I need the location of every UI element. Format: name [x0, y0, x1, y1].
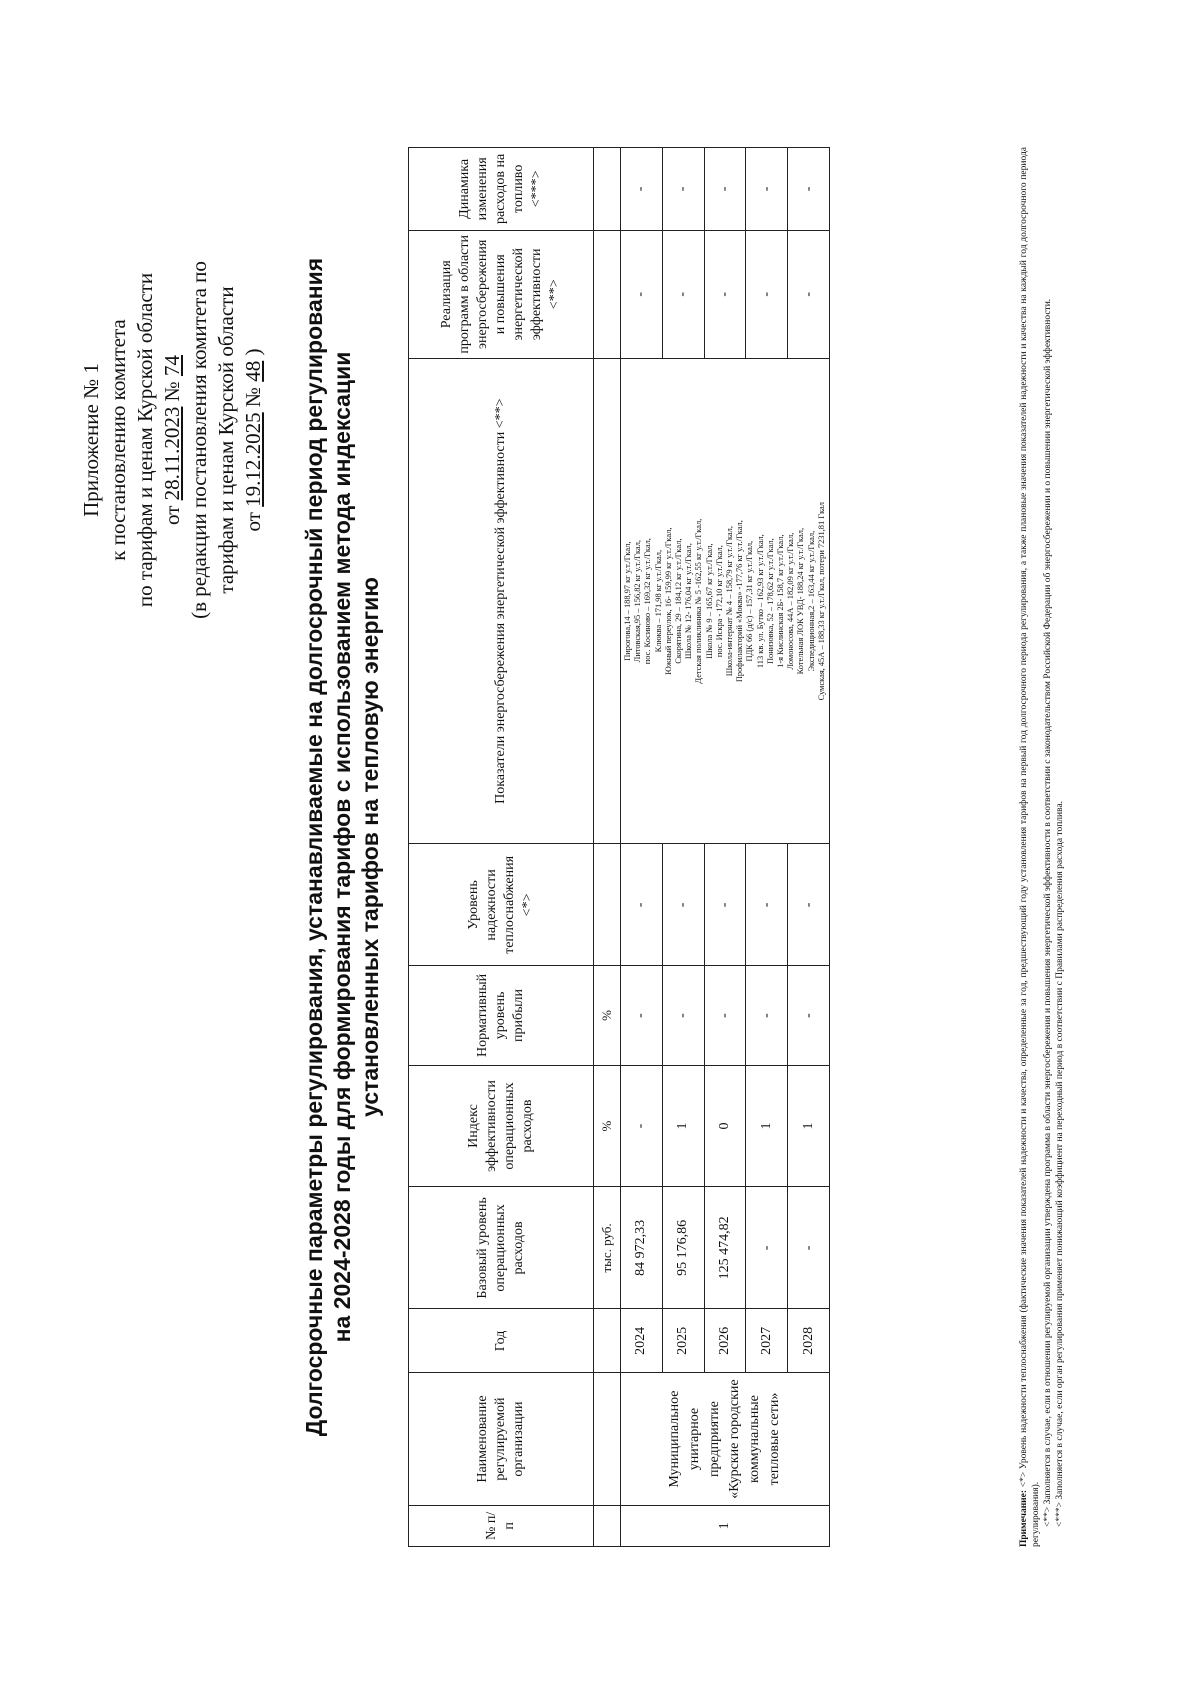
profit-cell: -: [704, 966, 746, 1065]
footnote-label: Примечание:: [1019, 1489, 1029, 1547]
units-profit: %: [594, 966, 621, 1065]
base-cell: -: [788, 1187, 830, 1309]
index-cell: 1: [788, 1065, 830, 1187]
units-cell-programs: [594, 230, 621, 358]
year-cell: 2027: [746, 1309, 788, 1373]
parameters-table: [408, 147, 830, 1547]
table-row: [788, 148, 830, 1547]
base-cell: -: [746, 1187, 788, 1309]
base-cell: 125 474,82: [704, 1187, 746, 1309]
appendix-date: 28.11.2023: [160, 406, 184, 501]
title-line-2: на 2024-2028 годы для формирования тарифов с использованием метода индексации: [329, 351, 355, 1343]
indicator-item: Литовская,95 – 156,82 кг у.т./Гкал,: [633, 540, 643, 663]
year-cell: 2024: [621, 1309, 663, 1373]
header-organization: Наименование регулируемой организации: [409, 1373, 594, 1505]
appendix-header: [78, 130, 267, 750]
revision-number-prefix: №: [241, 381, 265, 413]
programs-cell: -: [746, 230, 788, 358]
footnote-3: <***> Заполняется в случае, если орган регулирования применяет понижающий коэффициент на переходный период в соответствии с Правилами распределения расхода топлива.: [1055, 800, 1065, 1527]
appendix-line-1: Приложение № 1: [79, 363, 103, 517]
year-cell: 2026: [704, 1309, 746, 1373]
units-row: [594, 148, 621, 1547]
appendix-number-prefix: №: [160, 376, 184, 407]
indicator-item: Сумская, 45А – 188,33 кг у.т./Гкал, потери 7231,81 Гкал: [816, 502, 826, 701]
reliability-cell: -: [621, 844, 663, 966]
profit-cell: -: [788, 966, 830, 1065]
fuel-cell: -: [662, 148, 704, 231]
units-base: тыс. руб.: [594, 1187, 621, 1309]
appendix-date-prefix: от: [160, 500, 184, 525]
programs-cell: -: [704, 230, 746, 358]
indicator-item: Пирогова,14 – 188,97 кг у.т./Гкал,: [623, 541, 632, 661]
index-cell: 0: [704, 1065, 746, 1187]
base-cell: 95 176,86: [662, 1187, 704, 1309]
fuel-cell: -: [746, 148, 788, 231]
programs-cell: -: [788, 230, 830, 358]
fuel-cell: -: [621, 148, 663, 231]
indicator-item: 1-я Кислинская 2Б- 158,7 кг у.т./Гкал,: [776, 534, 786, 668]
appendix-line-3: по тарифам и ценам Курской области: [133, 272, 157, 608]
index-cell: 1: [746, 1065, 788, 1187]
units-cell-reliability: [594, 844, 621, 966]
indicator-item: 113 кв. ул. Бутко – 162,93 кг у.т./Гкал,: [755, 534, 765, 669]
title-line-1: Долгосрочные параметры регулирования, устанавливаемые на долгосрочный период регулирования: [301, 257, 327, 1437]
base-cell: 84 972,33: [621, 1187, 663, 1309]
table-row: [662, 148, 704, 1547]
units-cell-year: [594, 1309, 621, 1373]
document-title: [300, 167, 384, 1527]
reliability-cell: -: [746, 844, 788, 966]
indicator-item: Профилакторий «Моква» -177,76 кг у.т./Гкал,: [735, 520, 745, 683]
profit-cell: -: [662, 966, 704, 1065]
profit-cell: -: [746, 966, 788, 1065]
table-header-row: [409, 148, 594, 1547]
indicator-item: пос. Косиново – 169,32 кг у.т./Гкал,: [643, 538, 653, 665]
profit-cell: -: [621, 966, 663, 1065]
indicator-item: Школа-интернат № 4 – 158,79 кг у.т./Гкал,: [725, 526, 735, 677]
appendix-line-2: к постановлению комитета: [106, 319, 130, 561]
index-cell: -: [621, 1065, 663, 1187]
revision-suffix: ): [241, 348, 265, 361]
header-year: Год: [409, 1309, 594, 1373]
indicator-item: пос. Искра - 172,10 кг у.т./Гкал,: [714, 545, 724, 658]
header-fuel: Динамика изменения расходов на топливо <***>: [409, 148, 594, 231]
header-programs: Реализация программ в области энергосбережения и повышения энергетической эффективности <**>: [409, 230, 594, 358]
indicator-item: Южный переулок, 16- 159,99 кг у.т./Гкал,: [663, 527, 673, 675]
appendix-number: 74: [160, 355, 184, 377]
header-reliability: Уровень надежности теплоснабжения <*>: [409, 844, 594, 966]
table-row: [746, 148, 788, 1547]
programs-cell: -: [662, 230, 704, 358]
indicator-item: Экспедиционная,2 – 163,44 кг у.т./Гкал,: [806, 530, 816, 672]
year-cell: 2025: [662, 1309, 704, 1373]
units-cell-num: [594, 1505, 621, 1546]
indicator-item: Котельная ЛОК УВД- 188,24 кг у.т./Гкал,: [796, 527, 806, 675]
table-row: [704, 148, 746, 1547]
indicator-item: Ломоносова, 44А – 182,09 кг у.т./Гкал,: [786, 532, 796, 670]
header-profit-level: Нормативный уровень прибыли: [409, 966, 594, 1065]
revision-date-prefix: от: [241, 506, 265, 532]
reliability-cell: -: [704, 844, 746, 966]
reliability-cell: -: [662, 844, 704, 966]
fuel-cell: -: [788, 148, 830, 231]
units-index: %: [594, 1065, 621, 1187]
indicator-item: Скорятина, 29 – 184,12 кг у.т./Гкал,: [674, 538, 684, 664]
appendix-line-5: (в редакции постановления комитета по: [187, 261, 211, 619]
indicators-list: [621, 358, 830, 844]
header-base-level: Базовый уровень операционных расходов: [409, 1187, 594, 1309]
row-number: 1: [621, 1505, 830, 1546]
appendix-line-7: [240, 130, 267, 750]
indicator-item: ПДК 66 (д/с) – 157,31 кг у.т./Гкал,: [745, 540, 755, 662]
footnote-2: <**> Заполняется в случае, если в отношении регулируемой организации утверждена программа в области энергосбережения и повышения энергетической эффективности в соответствии с законодательством Российской Федерации об энергосбережении и о повышении энергетической эффективности.: [1043, 298, 1053, 1527]
appendix-line-4: [159, 130, 186, 750]
units-cell-org: [594, 1373, 621, 1505]
units-cell-fuel: [594, 148, 621, 231]
reliability-cell: -: [788, 844, 830, 966]
footnote-1: [1018, 147, 1042, 1547]
indicator-item: Понизовка, 52 – 178,62 кг у.т./Гкал,: [765, 538, 775, 664]
revision-date: 19.12.2025: [241, 412, 265, 507]
organization-name: Муниципальное унитарное предприятие «Курские городские коммунальные тепловые сети»: [621, 1373, 830, 1505]
year-cell: 2028: [788, 1309, 830, 1373]
header-num: № п/п: [409, 1505, 594, 1546]
indicator-item: Детская поликлиника № 5 -162,55 кг у.т./Гкал,: [694, 518, 704, 684]
footnotes: [1018, 147, 1066, 1547]
indicator-item: Школа № 12- 176,04 кг у.т./Гкал,: [684, 543, 694, 660]
footnote-1-text: <*> Уровень надежности теплоснабжения (фактические значения показателей надежности и качества, определенные за год, предшествующий году установления тарифов на первый год долгосрочного периода регулирования, а также плановые значения показателей надежности и качества на каждый год долгосрочного периода регулирования).: [1019, 147, 1041, 1547]
revision-number: 48: [241, 360, 265, 382]
header-indicators: Показатели энергосбережения энергетической эффективности <**>: [409, 358, 594, 844]
indicator-item: Клюква – 171,98 кг у.т./Гкал,: [653, 549, 663, 653]
appendix-line-6: тарифам и ценам Курской области: [214, 286, 238, 594]
table-row: [621, 148, 663, 1547]
title-line-3: установленных тарифов на тепловую энергию: [357, 577, 383, 1117]
programs-cell: -: [621, 230, 663, 358]
units-cell-indicators: [594, 358, 621, 844]
fuel-cell: -: [704, 148, 746, 231]
index-cell: 1: [662, 1065, 704, 1187]
indicator-item: Школа № 9 – 165,67 кг у.т./Гкал,: [704, 543, 714, 659]
header-efficiency-index: Индекс эффективности операционных расходов: [409, 1065, 594, 1187]
